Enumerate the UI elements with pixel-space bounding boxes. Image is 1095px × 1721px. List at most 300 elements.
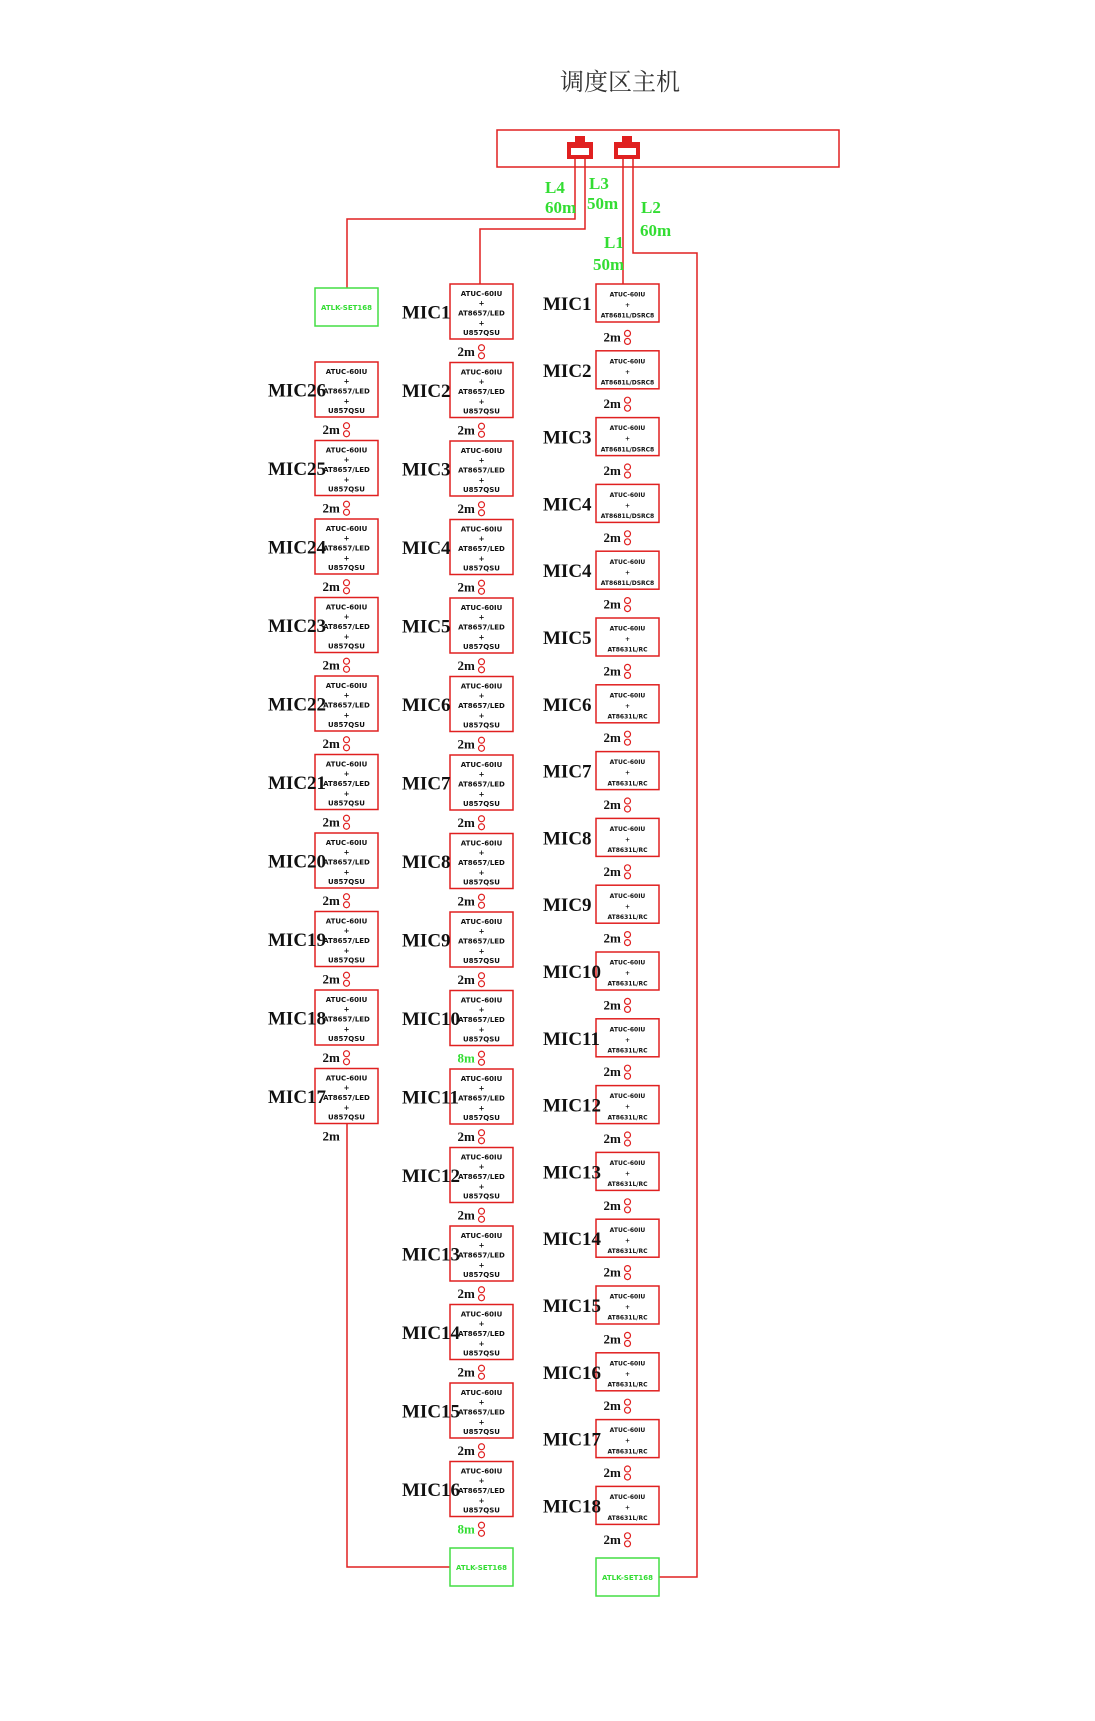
mic-unit-model-line: + [624,769,631,777]
mic-unit-model-line: AT8631L/RC [607,847,648,855]
connector-icon [344,902,350,908]
mic-unit-model-line: + [343,691,350,700]
mic-label: MIC12 [402,1166,461,1187]
mic-unit-model-line: AT8657/LED [323,858,370,867]
mic-label: MIC3 [402,459,451,481]
mic-unit-model-line: + [624,569,631,577]
mic-unit-model-line: + [343,475,350,484]
mic-unit-model-line: ATUC-60IU [460,682,503,691]
mic-unit-model-line: AT8631L/RC [607,913,648,921]
gap-length: 2m [603,1131,621,1146]
gap-length: 2m [457,1128,475,1144]
connector-icon [344,588,350,594]
mic-unit-model-line: AT8631L/RC [607,1247,648,1255]
mic-unit-model-line: + [343,1103,350,1112]
connector-icon [625,1065,631,1071]
terminal-l3 [450,1548,513,1586]
gap-length: 2m [603,396,621,412]
mic-unit-model-line: + [624,502,631,510]
connector-icon [479,824,485,830]
mic-unit-model-line: U857QSU [328,642,365,651]
connector-icon [479,1051,485,1057]
gap-length: 2m [603,529,621,545]
mic-unit-model-line: + [343,946,350,955]
mic-unit [402,1383,513,1438]
mic-unit-model-line: + [478,378,485,387]
mic-unit-model-line: + [478,692,485,701]
connector-icon [625,1399,631,1405]
mic-unit-model-line: + [478,1398,485,1407]
mic-unit-model-line: AT8657/LED [323,622,370,631]
mic-label: MIC2 [543,360,592,382]
port-slot [571,148,589,155]
connector-icon [625,932,631,938]
connector-icon [479,345,485,351]
mic-unit-model-line: ATUC-60IU [609,1026,646,1034]
mic-unit-model-line: AT8631L/RC [607,1181,648,1189]
mic-unit-model-line: ATUC-60IU [609,625,646,633]
mic-unit [268,676,378,731]
mic-unit-model-line: AT8657/LED [458,1094,505,1103]
gap-length: 2m [457,1364,475,1380]
mic-unit [268,598,378,653]
mic-unit [543,618,659,656]
mic-unit-model-line: U857QSU [328,564,365,573]
mic-unit [402,520,513,575]
connector-icon [479,902,485,908]
connector-icon [344,509,350,515]
connector-icon [344,423,350,429]
mic-unit-model-line: + [343,554,350,563]
mic-unit-model-line: ATUC-60IU [609,1159,646,1167]
mic-unit-model-line: + [478,790,485,799]
line-label-l1: L1 [604,233,624,252]
connector-icon [625,672,631,678]
mic-label: MIC13 [402,1244,461,1266]
mic-unit-model-line: ATUC-60IU [460,917,503,926]
mic-unit-model-line: AT8657/LED [323,936,370,945]
connector-icon [625,1207,631,1213]
line-label-l3: L3 [589,174,609,193]
mic-label: MIC1 [402,302,451,324]
mic-label: MIC1 [543,294,592,315]
connector-icon [479,588,485,594]
gap-length: 2m [603,1465,621,1480]
port-slot [618,148,636,155]
mic-unit-model-line: ATUC-60IU [609,1293,646,1301]
cable-l3 [480,159,585,284]
mic-unit-model-line: AT8657/LED [323,1093,370,1102]
mic-unit-model-line: + [478,1339,485,1348]
mic-unit-model-line: AT8657/LED [458,1329,505,1338]
mic-unit-model-line: + [478,927,485,936]
connector-icon [479,423,485,429]
mic-unit-model-line: + [624,1103,631,1111]
mic-unit-model-line: ATUC-60IU [460,1310,503,1319]
mic-unit-model-line: AT8657/LED [323,779,370,788]
mic-unit-model-line: + [478,1006,485,1015]
mic-unit-model-line: ATUC-60IU [460,1388,503,1397]
mic-label: MIC16 [543,1362,602,1384]
mic-label: MIC7 [543,761,592,783]
mic-unit-model-line: U857QSU [463,1035,500,1044]
mic-label: MIC9 [543,895,592,917]
mic-unit [402,284,513,339]
connector-icon [479,1208,485,1214]
mic-unit-model-line: AT8657/LED [323,544,370,553]
mic-unit-model-line: + [478,1084,485,1093]
mic-unit-model-line: U857QSU [328,799,365,808]
mic-unit-model-line: AT8657/LED [458,858,505,867]
host-unit [497,130,839,167]
mic-label: MIC7 [402,773,451,795]
mic-unit-model-line: AT8657/LED [323,387,370,396]
mic-unit-model-line: AT8657/LED [323,465,370,474]
mic-unit-model-line: + [478,1496,485,1505]
terminal-label: ATLK-SET168 [601,1574,654,1582]
mic-label: MIC4 [543,561,592,583]
mic-unit [268,755,378,810]
gap-length: 8m [457,1050,475,1066]
connector-icon [625,798,631,804]
mic-unit-model-line: + [478,770,485,779]
mic-unit-model-line: AT8681L/DSRC8 [600,446,655,454]
port-tab [575,136,585,143]
mic-unit-model-line: U857QSU [463,643,500,652]
mic-unit-model-line: + [478,1418,485,1427]
mic-unit-model-line: U857QSU [463,407,500,416]
gap-length: 2m [322,657,340,673]
gap-length: 2m [603,730,621,746]
connector-icon [625,539,631,545]
line-length-l4: 60m [545,198,577,217]
mic-unit-model-line: ATUC-60IU [609,892,646,900]
mic-unit [543,418,659,456]
mic-label: MIC18 [543,1496,602,1518]
mic-unit-model-line: ATUC-60IU [460,446,503,455]
connector-icon [625,330,631,336]
connector-icon [479,1216,485,1222]
terminal-label: ATLK-SET168 [455,1564,508,1572]
mic-unit [543,685,659,723]
mic-unit-model-line: U857QSU [463,1192,500,1201]
mic-unit [268,362,378,417]
connector-icon [344,658,350,664]
mic-unit-model-line: ATUC-60IU [460,996,503,1005]
mic-unit [543,952,659,990]
gap-length: 2m [603,1197,621,1213]
diagram-title: 调度区主机 [560,68,680,96]
mic-unit-model-line: + [478,535,485,544]
connector-icon [344,1059,350,1065]
mic-unit [402,1462,513,1517]
mic-label: MIC4 [402,538,451,559]
connector-icon [344,1051,350,1057]
connector-icon [625,731,631,737]
mic-unit-model-line: ATUC-60IU [609,558,646,566]
gap-length: 2m [322,500,340,516]
mic-label: MIC20 [268,851,327,873]
mic-unit [543,1219,659,1257]
mic-unit-model-line: + [343,711,350,720]
mic-unit-model-line: AT8657/LED [458,1172,505,1181]
mic-unit-model-line: + [478,476,485,485]
mic-label: MIC15 [543,1296,602,1317]
mic-unit-model-line: ATUC-60IU [460,1074,503,1083]
mic-unit-model-line: AT8631L/RC [607,1114,648,1122]
connector-icon [479,894,485,900]
gap-length: 2m [457,343,475,359]
connector-icon [344,823,350,829]
mic-unit-model-line: AT8681L/DSRC8 [600,513,655,521]
connector-icon [479,1452,485,1458]
connector-icon [625,664,631,670]
mic-unit-model-line: ATUC-60IU [609,1427,646,1435]
mic-unit-model-line: + [478,1163,485,1172]
cable-l4 [347,159,575,288]
line-label-l4: L4 [545,178,565,197]
mic-unit-model-line: + [478,1261,485,1270]
mic-unit-model-line: AT8631L/RC [607,1314,648,1322]
connector-icon [479,816,485,822]
connector-icon [479,510,485,516]
mic-unit-model-line: AT8657/LED [458,387,505,396]
mic-unit-model-line: + [343,456,350,465]
gap-length: 2m [322,971,340,987]
mic-label: MIC10 [402,1009,461,1030]
line-length-l1: 50m [593,255,625,274]
mic-label: MIC14 [543,1229,602,1251]
mic-unit-model-line: + [478,1241,485,1250]
mic-unit [543,1486,659,1524]
connector-icon [479,431,485,437]
gap-length: 2m [457,814,475,830]
mic-unit-model-line: U857QSU [463,1428,500,1437]
mic-unit-model-line: + [478,711,485,720]
connector-icon [344,745,350,751]
connector-icon [479,1444,485,1450]
gap-length: 2m [603,663,621,679]
mic-unit-model-line: ATUC-60IU [325,995,368,1004]
connector-icon [344,894,350,900]
mic-unit-model-line: U857QSU [463,486,500,495]
mic-unit-model-line: AT8631L/RC [607,980,648,988]
connector-icon [625,1199,631,1205]
gap-length: 2m [603,797,621,812]
mic-label: MIC6 [543,694,592,716]
mic-unit-model-line: AT8657/LED [458,701,505,710]
connector-icon [479,1295,485,1301]
gap-length: 2m [603,1398,621,1414]
mic-unit-model-line: AT8631L/RC [607,1448,648,1456]
mic-unit-model-line: ATUC-60IU [325,917,368,926]
mic-unit-model-line: + [343,632,350,641]
mic-unit-model-line: U857QSU [328,485,365,494]
connector-icon [479,1365,485,1371]
mic-unit-model-line: AT8657/LED [458,309,505,318]
mic-unit [402,598,513,653]
mic-unit-model-line: U857QSU [463,564,500,573]
mic-unit-model-line: U857QSU [463,1349,500,1358]
gap-length: 2m [457,1442,475,1458]
gap-length: 2m [603,463,621,478]
connector-icon [479,1287,485,1293]
mic-unit [268,1069,378,1124]
mic-label: MIC17 [543,1429,602,1451]
gap-length: 2m [457,736,475,752]
mic-unit-model-line: + [624,702,631,710]
mic-unit-model-line: AT8681L/DSRC8 [600,379,655,387]
mic-unit [543,1019,659,1057]
mic-unit-model-line: + [624,1437,631,1445]
connector-icon [625,1132,631,1138]
connector-icon [625,405,631,411]
mic-unit-model-line: ATUC-60IU [325,446,368,455]
mic-unit-model-line: + [478,1320,485,1329]
connector-icon [625,338,631,344]
connector-icon [479,973,485,979]
mic-unit-model-line: AT8657/LED [458,1486,505,1495]
connector-icon [479,1373,485,1379]
connector-icon [625,472,631,478]
mic-unit-model-line: + [478,947,485,956]
mic-unit-model-line: ATUC-60IU [609,959,646,967]
gap-length: 2m [603,930,621,946]
mic-unit-model-line: + [343,534,350,543]
connector-icon [625,1332,631,1338]
gap-length: 2m [603,1064,621,1080]
mic-label: MIC6 [402,695,451,716]
mic-unit-model-line: + [343,848,350,857]
connector-icon [344,666,350,672]
mic-label: MIC26 [268,380,327,402]
mic-label: MIC8 [543,828,592,850]
mic-unit-model-line: + [478,849,485,858]
mic-unit-model-line: AT8657/LED [323,1015,370,1024]
connector-icon [625,865,631,871]
mic-unit-model-line: ATUC-60IU [609,759,646,767]
mic-unit [268,833,378,888]
connector-icon [625,598,631,604]
mic-unit-model-line: AT8631L/RC [607,713,648,721]
mic-unit [402,991,513,1046]
connector-icon [479,737,485,743]
mic-unit-model-line: ATUC-60IU [325,760,368,769]
gap-length: 2m [322,735,340,751]
connector-icon [625,1073,631,1079]
connector-icon [344,815,350,821]
mic-unit-model-line: + [478,1182,485,1191]
mic-label: MIC15 [402,1401,461,1423]
mic-unit-model-line: AT8631L/RC [607,1515,648,1523]
connector-icon [625,464,631,470]
mic-unit-model-line: ATUC-60IU [325,367,368,376]
mic-unit-model-line: + [478,1477,485,1486]
mic-unit-model-line: + [343,789,350,798]
connector-icon [625,1533,631,1539]
connector-icon [479,659,485,665]
mic-unit [268,519,378,574]
mic-unit-model-line: ATUC-60IU [325,838,368,847]
mic-unit [268,912,378,967]
mic-label: MIC4 [543,494,592,516]
gap-length: 2m [457,893,475,909]
connector-icon [625,998,631,1004]
mic-unit-model-line: + [624,636,631,644]
connector-icon [344,972,350,978]
mic-unit-model-line: AT8657/LED [458,937,505,946]
mic-unit-model-line: AT8657/LED [458,1408,505,1417]
gap-length: 2m [457,500,475,516]
mic-label: MIC11 [543,1028,600,1050]
connector-icon [479,1522,485,1528]
connector-icon [479,502,485,508]
mic-unit [543,1286,659,1324]
mic-label: MIC8 [402,852,451,873]
mic-unit-model-line: ATUC-60IU [609,425,646,433]
mic-unit-model-line: ATUC-60IU [460,525,503,534]
mic-unit-model-line: ATUC-60IU [460,839,503,848]
mic-unit-model-line: + [624,1504,631,1512]
mic-unit-model-line: + [624,1237,631,1245]
mic-unit-model-line: + [478,554,485,563]
gap-length: 2m [457,1207,475,1223]
mic-unit-model-line: + [478,613,485,622]
gap-length: 2m [457,1285,475,1301]
mic-unit-model-line: + [478,319,485,328]
mic-label: MIC5 [543,628,592,649]
mic-unit-model-line: U857QSU [328,878,365,887]
mic-unit-model-line: + [624,1370,631,1378]
mic-label: MIC22 [268,694,327,716]
mic-label: MIC19 [268,930,327,951]
gap-length: 2m [457,657,475,673]
connector-icon [625,606,631,612]
mic-unit-model-line: + [343,397,350,406]
mic-unit-model-line: ATUC-60IU [325,681,368,690]
host-unit-frame [497,130,839,167]
mic-unit-model-line: AT8657/LED [458,466,505,475]
mic-unit [543,1086,659,1124]
mic-unit-model-line: + [478,397,485,406]
mic-unit-model-line: AT8657/LED [458,544,505,553]
connector-icon [625,1266,631,1272]
mic-unit-model-line: U857QSU [463,957,500,966]
mic-unit-model-line: ATUC-60IU [325,1074,368,1083]
mic-unit-model-line: U857QSU [463,1114,500,1123]
mic-unit [543,885,659,923]
mic-unit-model-line: + [624,435,631,443]
gap-length: 2m [603,1331,621,1347]
mic-unit [402,1226,513,1281]
mic-label: MIC14 [402,1323,461,1344]
mic-unit-model-line: + [343,377,350,386]
mic-unit-model-line: ATUC-60IU [609,1093,646,1101]
mic-unit-model-line: ATUC-60IU [609,358,646,366]
mic-unit [402,1148,513,1203]
connector-icon [479,1059,485,1065]
gap-length: 2m [603,596,621,612]
mic-unit-model-line: AT8631L/RC [607,780,648,788]
gap-length: 2m [603,997,621,1013]
mic-unit [543,484,659,522]
mic-unit-model-line: U857QSU [463,329,500,338]
mic-unit-model-line: + [343,1005,350,1014]
gap-length: 2m [457,422,475,438]
mic-unit-model-line: U857QSU [328,1113,365,1122]
mic-unit-model-line: + [343,927,350,936]
connector-icon [625,940,631,946]
